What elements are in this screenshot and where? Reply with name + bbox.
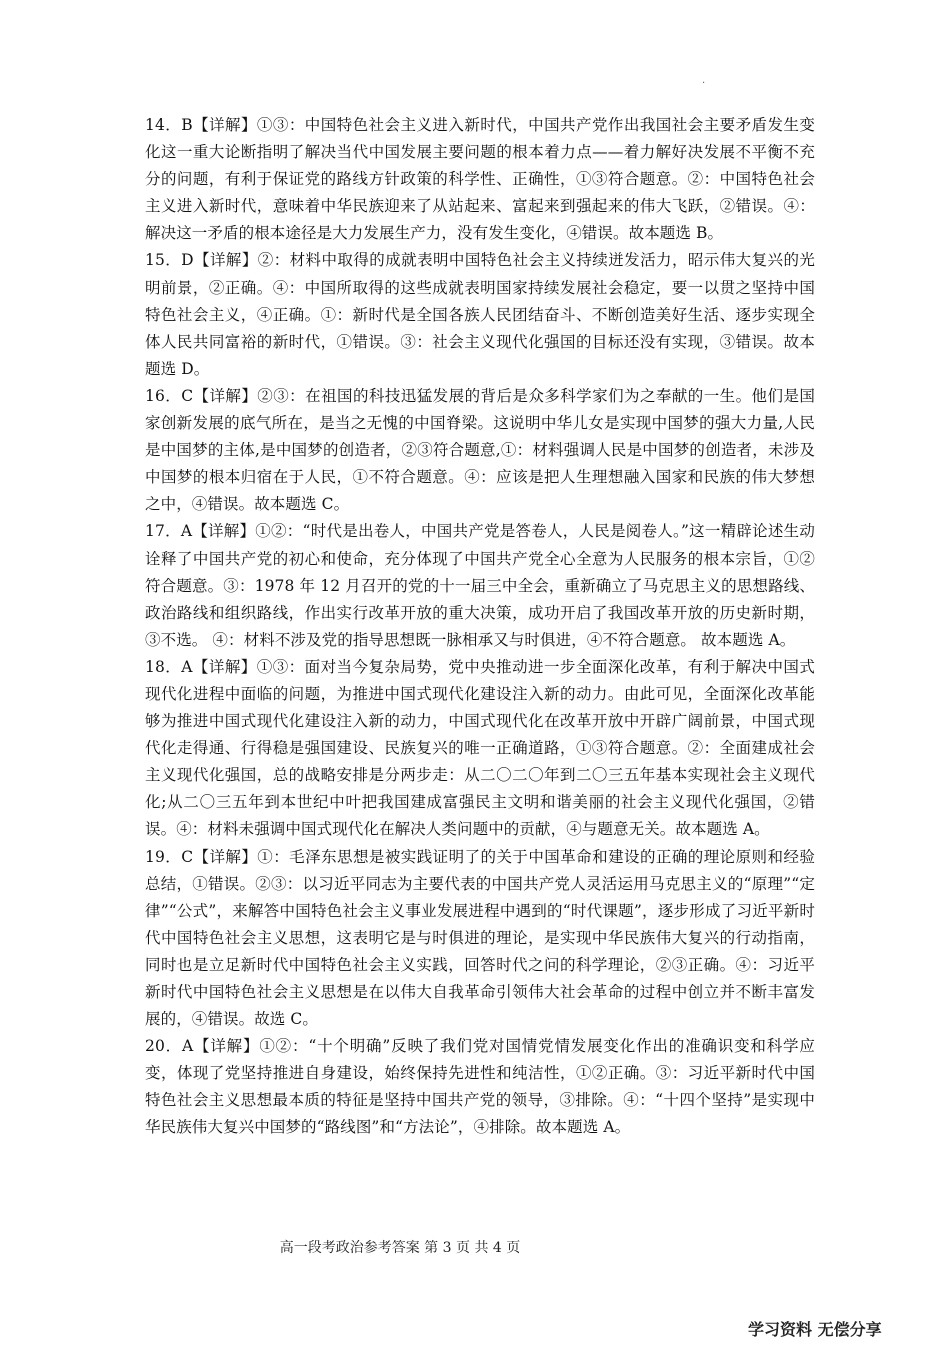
- page-footer: 高一段考政治参考答案 第 3 页 共 4 页: [279, 1240, 521, 1256]
- answer-19: 19．C【详解】①：毛泽东思想是被实践证明了的关于中国革命和建设的正确的理论原则和经验总结，①错误。②③：以习近平同志为主要代表的中国共产党人灵活运用马克思主义的“原理”“定律”“公式”，来解答中国特色社会主义事业发展进程中遇到的“时代课题”，逐步形成了习近平新时代中国特色社会主义思想，这表明它是与时俱进的理论，是实现中华民族伟大复兴的行动指南，同时也是立足新时代中国特色社会主义实践，回答时代之问的科学理论，②③正确。④：习近平新时代中国特色社会主义思想是在以伟大自我革命引领伟大社会革命的过程中创立并不断丰富发展的，④错误。故选 C。: [145, 847, 815, 1029]
- watermark-text: 学习资料 无偿分享: [748, 1320, 882, 1339]
- answer-17: 17．A【详解】①②：“时代是出卷人，中国共产党是答卷人，人民是阅卷人。”这一精辟论述生动诠释了中国共产党的初心和使命，充分体现了中国共产党全心全意为人民服务的根本宗旨，①②符合题意。③：1978 年 12 月召开的党的十一届三中全会，重新确立了马克思主义的思想路线、政治路线和组织路线，作出实行改革开放的重大决策，成功开启了我国改革开放的历史新时期，③不选。 ④：材料不涉及党的指导思想既一脉相承又与时俱进，④不符合题意。 故本题选 A。: [145, 522, 815, 649]
- top-mark: .: [702, 75, 706, 86]
- answer-15: 15．D【详解】②：材料中取得的成就表明中国特色社会主义持续迸发活力，昭示伟大复兴的光明前景，②正确。④：中国所取得的这些成就表明国家持续发展社会稳定，要一以贯之坚持中国特色社会主义，④正确。①：新时代是全国各族人民团结奋斗、不断创造美好生活、逐步实现全体人民共同富裕的新时代，①错误。③：社会主义现代化强国的目标还没有实现，③错误。故本题选 D。: [145, 251, 815, 378]
- answer-16: 16．C【详解】②③：在祖国的科技迅猛发展的背后是众多科学家们为之奉献的一生。他们是国家创新发展的底气所在，是当之无愧的中国脊梁。这说明中华儿女是实现中国梦的强大力量,人民是中国梦的主体,是中国梦的创造者，②③符合题意,①：材料强调人民是中国梦的创造者，未涉及中国梦的根本归宿在于人民，①不符合题意。④：应该是把人生理想融入国家和民族的伟大梦想之中，④错误。故本题选 C。: [145, 386, 815, 514]
- answer-20: 20．A【详解】①②：“十个明确”反映了我们党对国情党情发展变化作出的准确识变和科学应变，体现了党坚持推进自身建设，始终保持先进性和纯洁性，①②正确。③：习近平新时代中国特色社会主义思想最本质的特征是坚持中国共产党的领导，③排除。④：“十四个坚持”是实现中华民族伟大复兴中国梦的“路线图”和“方法论”，④排除。故本题选 A。: [145, 1037, 815, 1137]
- answer-list: [145, 112, 815, 1142]
- answer-18: 18．A【详解】①③：面对当今复杂局势，党中央推动进一步全面深化改革，有利于解决中国式现代化进程中面临的问题，为推进中国式现代化建设注入新的动力。由此可见，全面深化改革能够为推进中国式现代化建设注入新的动力，中国式现代化在改革开放中开辟广阔前景，中国式现代化走得通、行得稳是强国建设、民族复兴的唯一正确道路，①③符合题意。②：全面建成社会主义现代化强国，总的战略安排是分两步走：从二〇二〇年到二〇三五年基本实现社会主义现代化;从二〇三五年到本世纪中叶把我国建成富强民主文明和谐美丽的社会主义现代化强国，②错误。④：材料未强调中国式现代化在解决人类问题中的贡献，④与题意无关。故本题选 A。: [145, 657, 815, 839]
- answer-14: 14．B【详解】①③：中国特色社会主义进入新时代，中国共产党作出我国社会主要矛盾发生变化这一重大论断指明了解决当代中国发展主要问题的根本着力点——着力解好决发展不平衡不充分的问题，有利于保证党的路线方针政策的科学性、正确性，①③符合题意。②：中国特色社会主义进入新时代，意味着中华民族迎来了从站起来、富起来到强起来的伟大飞跃，②错误。④：解决这一矛盾的根本途径是大力发展生产力，没有发生变化，④错误。故本题选 B。: [145, 116, 815, 243]
